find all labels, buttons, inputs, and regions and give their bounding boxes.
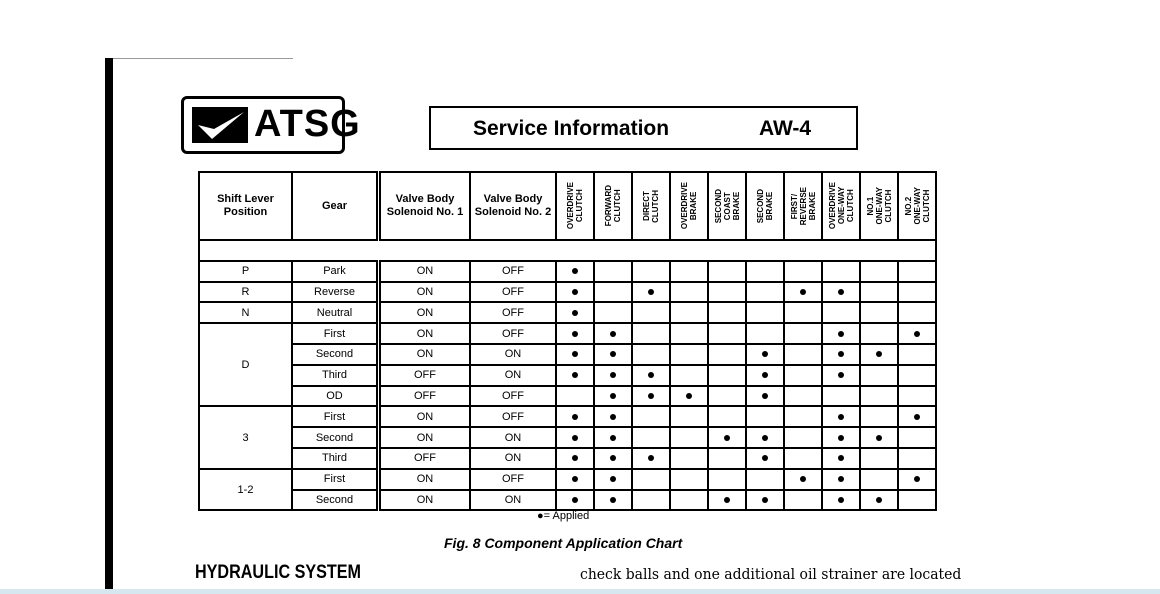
applied-cell	[594, 448, 632, 469]
service-header	[429, 106, 858, 150]
solenoid-2-cell: ON	[470, 490, 556, 511]
table-row	[199, 282, 936, 303]
applied-cell	[784, 386, 822, 407]
column-header: Valve Body Solenoid No. 2	[470, 172, 556, 240]
applied-cell	[670, 261, 708, 282]
gear-cell: Second	[292, 344, 379, 365]
applied-cell	[556, 261, 594, 282]
applied-cell	[860, 282, 898, 303]
applied-cell	[898, 344, 936, 365]
applied-cell	[708, 469, 746, 490]
applied-dot-icon	[572, 289, 578, 295]
applied-dot-icon	[762, 351, 768, 357]
applied-dot-icon	[610, 455, 616, 461]
solenoid-2-cell: OFF	[470, 469, 556, 490]
component-header	[556, 172, 594, 240]
applied-dot-icon	[762, 372, 768, 378]
applied-cell	[784, 490, 822, 511]
applied-dot-icon	[572, 310, 578, 316]
applied-cell	[594, 469, 632, 490]
applied-dot-icon	[572, 414, 578, 420]
solenoid-1-cell: ON	[379, 490, 471, 511]
applied-cell	[594, 406, 632, 427]
gear-cell: Second	[292, 490, 379, 511]
applied-dot-icon	[800, 289, 806, 295]
applied-cell	[860, 365, 898, 386]
applied-dot-icon	[572, 268, 578, 274]
applied-cell	[746, 469, 784, 490]
applied-cell	[708, 448, 746, 469]
applied-cell	[632, 386, 670, 407]
applied-dot-icon	[572, 372, 578, 378]
applied-cell	[708, 406, 746, 427]
applied-cell	[632, 427, 670, 448]
gear-cell: Third	[292, 448, 379, 469]
component-header-label: NO.1 ONE-WAY CLUTCH	[865, 187, 893, 225]
solenoid-1-cell: ON	[379, 261, 471, 282]
applied-cell	[822, 344, 860, 365]
component-header-label: FIRST/ REVERSE BRAKE	[789, 186, 817, 226]
solenoid-1-cell: ON	[379, 344, 471, 365]
solenoid-2-cell: OFF	[470, 386, 556, 407]
applied-cell	[822, 490, 860, 511]
applied-cell	[860, 427, 898, 448]
applied-cell	[784, 302, 822, 323]
applied-cell	[898, 365, 936, 386]
table-row	[199, 427, 936, 448]
applied-cell	[784, 406, 822, 427]
applied-cell	[632, 323, 670, 344]
solenoid-2-cell: OFF	[470, 406, 556, 427]
gear-cell: First	[292, 406, 379, 427]
applied-cell	[860, 302, 898, 323]
legend: ●= Applied	[537, 510, 590, 522]
shift-position: 3	[199, 406, 292, 468]
applied-cell	[784, 448, 822, 469]
applied-dot-icon	[610, 372, 616, 378]
applied-cell	[670, 490, 708, 511]
applied-cell	[822, 323, 860, 344]
applied-cell	[822, 365, 860, 386]
applied-cell	[746, 323, 784, 344]
gear-cell: Park	[292, 261, 379, 282]
solenoid-2-cell: ON	[470, 344, 556, 365]
component-header	[746, 172, 784, 240]
component-header-label: SECOND BRAKE	[756, 188, 774, 224]
applied-cell	[822, 406, 860, 427]
applied-cell	[594, 261, 632, 282]
applied-cell	[708, 427, 746, 448]
applied-cell	[746, 365, 784, 386]
header-title: Service Information	[473, 117, 670, 140]
applied-cell	[860, 344, 898, 365]
applied-cell	[632, 261, 670, 282]
column-header: Gear	[292, 172, 379, 240]
applied-cell	[784, 427, 822, 448]
component-header-label: FORWARD CLUTCH	[604, 185, 622, 227]
applied-cell	[556, 344, 594, 365]
shift-position: P	[199, 261, 292, 282]
applied-dot-icon	[838, 351, 844, 357]
applied-cell	[632, 282, 670, 303]
applied-dot-icon	[572, 331, 578, 337]
table-row	[199, 365, 936, 386]
applied-dot-icon	[800, 476, 806, 482]
section-heading: HYDRAULIC SYSTEM	[195, 562, 362, 583]
applied-cell	[784, 365, 822, 386]
applied-cell	[708, 386, 746, 407]
applied-cell	[670, 302, 708, 323]
applied-cell	[784, 469, 822, 490]
applied-cell	[556, 490, 594, 511]
applied-cell	[556, 406, 594, 427]
applied-cell	[898, 448, 936, 469]
figure-caption: Fig. 8 Component Application Chart	[444, 535, 683, 551]
applied-cell	[632, 344, 670, 365]
applied-dot-icon	[610, 351, 616, 357]
solenoid-1-cell: ON	[379, 282, 471, 303]
solenoid-1-cell: ON	[379, 469, 471, 490]
shift-position: D	[199, 323, 292, 406]
applied-dot-icon	[762, 393, 768, 399]
solenoid-1-cell: ON	[379, 406, 471, 427]
applied-cell	[746, 490, 784, 511]
applied-dot-icon	[572, 435, 578, 441]
component-header-label: OVERDRIVE BRAKE	[680, 182, 698, 230]
component-header-label: SECOND COAST BRAKE	[713, 188, 741, 224]
gear-cell: Neutral	[292, 302, 379, 323]
component-header	[632, 172, 670, 240]
applied-cell	[594, 323, 632, 344]
applied-cell	[822, 261, 860, 282]
applied-dot-icon	[838, 435, 844, 441]
applied-dot-icon	[838, 331, 844, 337]
applied-cell	[746, 406, 784, 427]
applied-dot-icon	[610, 393, 616, 399]
component-header	[670, 172, 708, 240]
applied-cell	[860, 406, 898, 427]
solenoid-2-cell: ON	[470, 365, 556, 386]
gear-cell: First	[292, 469, 379, 490]
applied-dot-icon	[610, 476, 616, 482]
applied-cell	[670, 469, 708, 490]
applied-dot-icon	[610, 497, 616, 503]
component-header	[708, 172, 746, 240]
table-row	[199, 469, 936, 490]
gear-cell: Third	[292, 365, 379, 386]
applied-cell	[670, 406, 708, 427]
applied-dot-icon	[876, 351, 882, 357]
applied-dot-icon	[648, 372, 654, 378]
solenoid-2-cell: OFF	[470, 302, 556, 323]
applied-cell	[556, 365, 594, 386]
applied-cell	[746, 344, 784, 365]
applied-cell	[860, 490, 898, 511]
component-header	[784, 172, 822, 240]
applied-cell	[632, 302, 670, 323]
applied-cell	[556, 448, 594, 469]
applied-dot-icon	[838, 372, 844, 378]
gear-cell: Second	[292, 427, 379, 448]
table-row	[199, 302, 936, 323]
applied-cell	[898, 406, 936, 427]
table-row	[199, 261, 936, 282]
applied-cell	[822, 386, 860, 407]
solenoid-2-cell: ON	[470, 427, 556, 448]
solenoid-1-cell: OFF	[379, 448, 471, 469]
applied-cell	[594, 282, 632, 303]
applied-cell	[632, 448, 670, 469]
solenoid-2-cell: OFF	[470, 261, 556, 282]
applied-cell	[708, 323, 746, 344]
solenoid-2-cell: ON	[470, 448, 556, 469]
applied-cell	[556, 427, 594, 448]
applied-cell	[594, 427, 632, 448]
applied-cell	[898, 282, 936, 303]
applied-cell	[594, 302, 632, 323]
applied-cell	[670, 282, 708, 303]
applied-cell	[670, 365, 708, 386]
applied-dot-icon	[724, 497, 730, 503]
shift-position: R	[199, 282, 292, 303]
applied-cell	[632, 365, 670, 386]
table-row	[199, 406, 936, 427]
component-application-table	[198, 171, 937, 511]
applied-cell	[594, 344, 632, 365]
solenoid-2-cell: OFF	[470, 323, 556, 344]
solenoid-1-cell: ON	[379, 302, 471, 323]
applied-cell	[860, 386, 898, 407]
applied-dot-icon	[838, 455, 844, 461]
applied-cell	[898, 386, 936, 407]
shift-position: N	[199, 302, 292, 323]
component-header-label: DIRECT CLUTCH	[642, 189, 660, 223]
applied-cell	[670, 427, 708, 448]
applied-cell	[556, 282, 594, 303]
applied-dot-icon	[572, 497, 578, 503]
shift-position: 1-2	[199, 469, 292, 511]
applied-dot-icon	[876, 497, 882, 503]
applied-cell	[746, 282, 784, 303]
applied-cell	[822, 282, 860, 303]
applied-dot-icon	[610, 414, 616, 420]
applied-cell	[594, 490, 632, 511]
gear-cell: First	[292, 323, 379, 344]
applied-cell	[784, 282, 822, 303]
solenoid-2-cell: OFF	[470, 282, 556, 303]
applied-cell	[632, 490, 670, 511]
column-header: Shift Lever Position	[199, 172, 292, 240]
applied-cell	[860, 448, 898, 469]
header-model: AW-4	[759, 117, 812, 140]
applied-dot-icon	[762, 455, 768, 461]
table-row	[199, 448, 936, 469]
applied-cell	[822, 469, 860, 490]
solenoid-1-cell: OFF	[379, 365, 471, 386]
solenoid-1-cell: ON	[379, 323, 471, 344]
applied-cell	[898, 490, 936, 511]
column-header: Valve Body Solenoid No. 1	[379, 172, 471, 240]
applied-cell	[556, 386, 594, 407]
applied-cell	[898, 261, 936, 282]
applied-dot-icon	[648, 455, 654, 461]
applied-cell	[670, 344, 708, 365]
gear-cell: OD	[292, 386, 379, 407]
applied-cell	[556, 302, 594, 323]
component-header	[594, 172, 632, 240]
applied-cell	[708, 344, 746, 365]
applied-cell	[746, 386, 784, 407]
applied-cell	[784, 344, 822, 365]
applied-cell	[670, 448, 708, 469]
applied-dot-icon	[838, 476, 844, 482]
applied-cell	[746, 302, 784, 323]
applied-dot-icon	[610, 435, 616, 441]
applied-dot-icon	[914, 476, 920, 482]
table-row	[199, 323, 936, 344]
gear-cell: Reverse	[292, 282, 379, 303]
atsg-logo	[181, 96, 361, 154]
applied-cell	[784, 261, 822, 282]
logo-text: ATSG	[254, 103, 361, 145]
applied-dot-icon	[572, 476, 578, 482]
applied-cell	[556, 469, 594, 490]
applied-dot-icon	[572, 351, 578, 357]
applied-cell	[708, 261, 746, 282]
applied-dot-icon	[762, 435, 768, 441]
component-header	[822, 172, 860, 240]
applied-dot-icon	[838, 289, 844, 295]
applied-dot-icon	[914, 331, 920, 337]
page-edge	[113, 58, 293, 59]
component-header	[860, 172, 898, 240]
applied-cell	[822, 448, 860, 469]
checkmark-icon	[192, 107, 248, 143]
applied-cell	[632, 406, 670, 427]
table-row	[199, 344, 936, 365]
body-text: check balls and one additional oil strainer are located	[580, 565, 962, 583]
applied-dot-icon	[838, 497, 844, 503]
applied-cell	[860, 261, 898, 282]
applied-cell	[556, 323, 594, 344]
solenoid-1-cell: ON	[379, 427, 471, 448]
scan-edge	[105, 58, 113, 594]
applied-cell	[594, 365, 632, 386]
applied-cell	[670, 386, 708, 407]
component-header-label: NO.2 ONE-WAY CLUTCH	[903, 187, 931, 225]
applied-dot-icon	[762, 497, 768, 503]
applied-cell	[860, 469, 898, 490]
applied-cell	[708, 365, 746, 386]
applied-cell	[898, 302, 936, 323]
solenoid-1-cell: OFF	[379, 386, 471, 407]
applied-cell	[860, 323, 898, 344]
applied-cell	[746, 427, 784, 448]
applied-dot-icon	[648, 289, 654, 295]
table-row	[199, 386, 936, 407]
applied-cell	[746, 261, 784, 282]
applied-dot-icon	[724, 435, 730, 441]
applied-cell	[822, 427, 860, 448]
applied-cell	[632, 469, 670, 490]
component-header-label: OVERDRIVE ONE-WAY CLUTCH	[827, 182, 855, 230]
applied-dot-icon	[914, 414, 920, 420]
applied-dot-icon	[648, 393, 654, 399]
applied-dot-icon	[876, 435, 882, 441]
applied-cell	[670, 323, 708, 344]
applied-dot-icon	[838, 414, 844, 420]
component-header	[898, 172, 936, 240]
component-header-label: OVERDRIVE CLUTCH	[566, 182, 584, 230]
applied-cell	[746, 448, 784, 469]
applied-cell	[898, 323, 936, 344]
header-separator	[199, 240, 936, 261]
applied-cell	[898, 427, 936, 448]
applied-cell	[708, 490, 746, 511]
applied-dot-icon	[572, 455, 578, 461]
applied-dot-icon	[686, 393, 692, 399]
applied-cell	[784, 323, 822, 344]
bottom-band	[0, 589, 1160, 594]
table-row	[199, 490, 936, 511]
applied-dot-icon	[610, 331, 616, 337]
applied-cell	[708, 282, 746, 303]
applied-cell	[708, 302, 746, 323]
applied-cell	[594, 386, 632, 407]
applied-cell	[822, 302, 860, 323]
applied-cell	[898, 469, 936, 490]
